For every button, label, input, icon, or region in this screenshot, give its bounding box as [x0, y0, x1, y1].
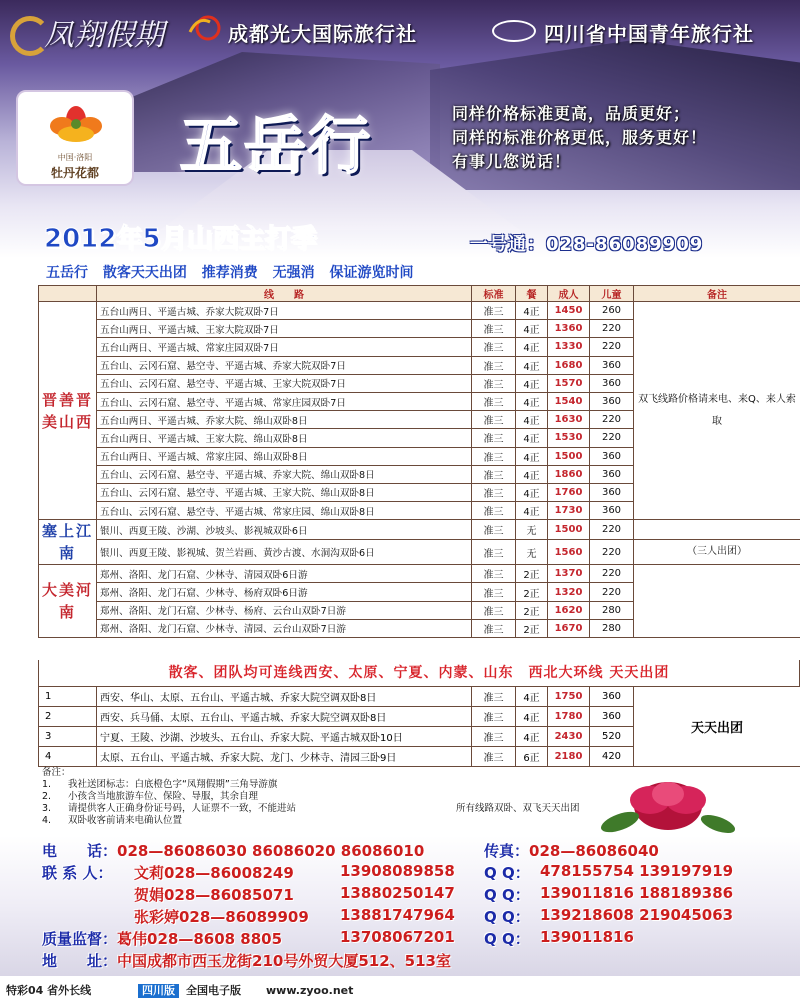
table-row: [39, 687, 800, 707]
header-cell: 线 路: [97, 286, 472, 302]
route-cell: 五台山、云冈石窟、悬空寺、平遥古城、乔家大院双卧7日: [97, 356, 472, 374]
route-cell: 太原、五台山、平遥古城、乔家大院、龙门、少林寺、清园三卧9日: [97, 747, 472, 767]
note-extra: 所有线路双卧、双飞天天出团: [456, 803, 580, 814]
address-label: 地 址：: [42, 952, 118, 970]
region-label: 塞上江南: [39, 520, 97, 565]
adult-price-cell: 1860: [548, 465, 590, 483]
standard-cell: 准三: [472, 540, 516, 565]
slogan-line: 同样的标准价格更低，服务更好！: [452, 128, 708, 147]
adult-price-cell: 1360: [548, 320, 590, 338]
child-price-cell: 220: [590, 411, 634, 429]
standard-cell: 准三: [472, 411, 516, 429]
tagline-item: 无强消: [272, 265, 315, 281]
child-price-cell: 360: [590, 356, 634, 374]
tagline: [46, 262, 424, 282]
meal-cell: 4正: [516, 465, 548, 483]
child-price-cell: 360: [590, 483, 634, 501]
route-cell: 郑州、洛阳、龙门石窟、少林寺、清园、云台山双卧7日游: [97, 619, 472, 637]
route-cell: 五台山两日、平遥古城、王家大院双卧7日: [97, 320, 472, 338]
note-item: [42, 791, 642, 803]
remark-cell: [634, 565, 800, 638]
fengxiang-logo: [14, 10, 174, 52]
route-cell: 银川、西夏王陵、影视城、贺兰岩画、黄沙古渡、水洞沟双卧6日: [97, 540, 472, 565]
note-text: 双卧收客前请来电确认位置: [68, 815, 183, 826]
contact-qq: 478155754 139197919: [540, 862, 734, 880]
route-cell: 郑州、洛阳、龙门石窟、少林寺、杨府双卧6日游: [97, 583, 472, 601]
tagline-item: 保证游览时间: [329, 265, 414, 281]
meal-cell: 4正: [516, 374, 548, 392]
peony-city-logo: [16, 90, 134, 186]
route-cell: 五台山两日、平遥古城、乔家大院双卧7日: [97, 302, 472, 320]
child-price-cell: 360: [590, 687, 634, 707]
phone-label: 电 话：: [42, 842, 118, 860]
table-header-row: [39, 286, 800, 302]
route-cell: 五台山两日、平遥古城、常家庄园双卧7日: [97, 338, 472, 356]
route-cell: 五台山、云冈石窟、悬空寺、平遥古城、常家庄园双卧7日: [97, 392, 472, 410]
route-cell: 五台山两日、平遥古城、常家庄园、绵山双卧8日: [97, 447, 472, 465]
standard-cell: 准三: [472, 392, 516, 410]
hotline: 一号通：028-86089909: [470, 234, 704, 255]
standard-cell: 准三: [472, 302, 516, 320]
remark-cell: 天天出团: [634, 687, 800, 767]
adult-price-cell: 1680: [548, 356, 590, 374]
page-label: 特彩04 省外长线: [6, 984, 92, 997]
note-number: 2.: [42, 791, 52, 802]
address-line: [42, 950, 451, 971]
adult-price-cell: 1620: [548, 601, 590, 619]
standard-cell: 准三: [472, 687, 516, 707]
meal-cell: 4正: [516, 302, 548, 320]
loop-banner: 散客、团队均可连线西安、太原、宁夏、内蒙、山东 西北大环线 天天出团: [38, 660, 800, 686]
standard-cell: 准三: [472, 747, 516, 767]
route-cell: 五台山两日、平遥古城、王家大院、绵山双卧8日: [97, 429, 472, 447]
row-number-cell: 2: [39, 707, 97, 727]
standard-cell: 准三: [472, 520, 516, 540]
note-number: 4.: [42, 815, 52, 826]
child-price-cell: 420: [590, 747, 634, 767]
adult-price-cell: 1570: [548, 374, 590, 392]
standard-cell: 准三: [472, 601, 516, 619]
header-cell: 标准: [472, 286, 516, 302]
season-heading: 2012年5月山西主打季: [44, 224, 317, 254]
adult-price-cell: 1330: [548, 338, 590, 356]
phone-numbers: 028—86086030 86086020 86086010: [117, 842, 425, 860]
header-cell: 儿童: [590, 286, 634, 302]
adult-price-cell: 2180: [548, 747, 590, 767]
table-row: [39, 520, 800, 540]
supervisor-mobile: 13708067201: [340, 928, 455, 946]
standard-cell: 准三: [472, 465, 516, 483]
child-price-cell: 360: [590, 447, 634, 465]
tagline-item: 散客天天出团: [102, 265, 187, 281]
adult-price-cell: 1530: [548, 429, 590, 447]
region-label: 晋善晋美山西: [39, 302, 97, 520]
child-price-cell: 360: [590, 707, 634, 727]
note-text: 我社送团标志：白底橙色字“凤翔假期”三角导游旗: [68, 779, 278, 790]
adult-price-cell: 1630: [548, 411, 590, 429]
page-title: 五岳行: [180, 109, 373, 182]
adult-price-cell: 1320: [548, 583, 590, 601]
qq-label: Q Q：: [484, 886, 530, 904]
standard-cell: 准三: [472, 483, 516, 501]
meal-cell: 无: [516, 520, 548, 540]
child-price-cell: 260: [590, 302, 634, 320]
note-text: 小孩含当地旅游车位、保险、导服，其余自理: [68, 791, 259, 802]
note-item: [42, 815, 642, 827]
meal-cell: 4正: [516, 727, 548, 747]
tagline-item: 推荐消费: [201, 265, 258, 281]
address-text: 中国成都市西玉龙街210号外贸大厦512、513室: [117, 952, 451, 970]
child-price-cell: 280: [590, 619, 634, 637]
meal-cell: 2正: [516, 583, 548, 601]
route-cell: 宁夏、王陵、沙湖、沙坡头、五台山、乔家大院、平遥古城双卧10日: [97, 727, 472, 747]
meal-cell: 4正: [516, 707, 548, 727]
route-cell: 五台山、云冈石窟、悬空寺、平遥古城、王家大院双卧7日: [97, 374, 472, 392]
adult-price-cell: 1370: [548, 565, 590, 583]
contact-qq: 139011816 188189386: [540, 884, 734, 902]
page-footer: [0, 982, 800, 1000]
notes-title: 备注：: [42, 767, 71, 778]
standard-cell: 准三: [472, 429, 516, 447]
route-cell: 西安、华山、太原、五台山、平遥古城、乔家大院空调双卧8日: [97, 687, 472, 707]
meal-cell: 4正: [516, 338, 548, 356]
adult-price-cell: 1540: [548, 392, 590, 410]
contact-mobile: 13880250147: [340, 884, 455, 902]
standard-cell: 准三: [472, 447, 516, 465]
adult-price-cell: 1760: [548, 483, 590, 501]
region-label: 大美河南: [39, 565, 97, 638]
standard-cell: 准三: [472, 583, 516, 601]
everbright-logo-icon: [186, 12, 222, 44]
slogan-line: 同样价格标准更高，品质更好；: [452, 104, 691, 123]
standard-cell: 准三: [472, 565, 516, 583]
header-cell: [39, 286, 97, 302]
route-cell: 五台山、云冈石窟、悬空寺、平遥古城、常家庄园、绵山双卧8日: [97, 502, 472, 520]
standard-cell: 准三: [472, 356, 516, 374]
remark-cell: 双飞线路价格请来电、来Q、来人索取: [634, 302, 800, 520]
route-cell: 郑州、洛阳、龙门石窟、少林寺、清园双卧6日游: [97, 565, 472, 583]
meal-cell: 2正: [516, 601, 548, 619]
child-price-cell: 220: [590, 540, 634, 565]
qq-label: Q Q：: [484, 908, 530, 926]
contact-label: 联 系 人：: [42, 864, 113, 882]
agency-name-everbright: 成都光大国际旅行社: [228, 22, 417, 46]
supervisor-label: 质量监督：: [42, 930, 118, 948]
swirl-icon: [10, 16, 50, 56]
child-price-cell: 360: [590, 392, 634, 410]
supervisor-qq: 139011816: [540, 928, 634, 946]
note-number: 1.: [42, 779, 52, 790]
brand-caption: 中国·洛阳: [57, 153, 93, 162]
child-price-cell: 220: [590, 429, 634, 447]
meal-cell: 4正: [516, 447, 548, 465]
standard-cell: 准三: [472, 374, 516, 392]
edition-badge: 四川版: [138, 984, 179, 998]
adult-price-cell: 1780: [548, 707, 590, 727]
fax-number: 028—86086040: [529, 842, 659, 860]
adult-price-cell: 1450: [548, 302, 590, 320]
remark-cell: （三人出团）: [634, 540, 800, 565]
standard-cell: 准三: [472, 320, 516, 338]
meal-cell: 4正: [516, 687, 548, 707]
route-cell: 银川、西夏王陵、沙湖、沙坡头、影视城双卧6日: [97, 520, 472, 540]
child-price-cell: 220: [590, 583, 634, 601]
slogan-list: [452, 102, 707, 174]
fax-line: [484, 840, 659, 861]
table-row: [39, 540, 800, 565]
cyts-logo-icon: [492, 20, 536, 42]
slogan-line: 有事儿您说话！: [452, 152, 572, 171]
table-row: [39, 302, 800, 320]
child-price-cell: 220: [590, 338, 634, 356]
meal-cell: 无: [516, 540, 548, 565]
digital-edition-label: 全国电子版: [186, 984, 241, 997]
qq-label: Q Q：: [484, 864, 530, 882]
row-number-cell: 1: [39, 687, 97, 707]
meal-cell: 4正: [516, 483, 548, 501]
child-price-cell: 360: [590, 465, 634, 483]
notes-section: [42, 767, 642, 827]
supervisor-contact: 葛伟028—8608 8805: [117, 930, 283, 948]
adult-price-cell: 1750: [548, 687, 590, 707]
table-row: [39, 565, 800, 583]
note-number: 3.: [42, 803, 52, 814]
route-cell: 五台山、云冈石窟、悬空寺、平遥古城、乔家大院、绵山双卧8日: [97, 465, 472, 483]
note-item: [42, 803, 642, 815]
contact-mobile: 13908089858: [340, 862, 455, 880]
logo-text: 凤翔假期: [44, 18, 164, 53]
child-price-cell: 360: [590, 374, 634, 392]
standard-cell: 准三: [472, 338, 516, 356]
adult-price-cell: 1670: [548, 619, 590, 637]
meal-cell: 2正: [516, 565, 548, 583]
meal-cell: 4正: [516, 320, 548, 338]
meal-cell: 4正: [516, 392, 548, 410]
standard-cell: 准三: [472, 619, 516, 637]
contact-section: [0, 838, 800, 970]
tagline-item: 五岳行: [46, 265, 88, 281]
phone-line: [42, 840, 424, 861]
adult-price-cell: 2430: [548, 727, 590, 747]
website-link[interactable]: www.zyoo.net: [266, 984, 354, 997]
contact-mobile: 13881747964: [340, 906, 455, 924]
child-price-cell: 220: [590, 320, 634, 338]
header-cell: 餐: [516, 286, 548, 302]
standard-cell: 准三: [472, 502, 516, 520]
agency-name-cyts: 四川省中国青年旅行社: [544, 22, 754, 46]
child-price-cell: 220: [590, 520, 634, 540]
adult-price-cell: 1500: [548, 520, 590, 540]
remark-cell: [634, 520, 800, 540]
child-price-cell: 220: [590, 565, 634, 583]
row-number-cell: 3: [39, 727, 97, 747]
meal-cell: 6正: [516, 747, 548, 767]
meal-cell: 4正: [516, 429, 548, 447]
tour-price-table: [38, 285, 800, 638]
meal-cell: 4正: [516, 502, 548, 520]
contact-person: 张彩婷028—86089909: [134, 908, 309, 926]
fax-label: 传真：: [484, 842, 530, 860]
meal-cell: 4正: [516, 356, 548, 374]
contact-person: 文莉028—86008249: [134, 864, 294, 882]
route-cell: 五台山、云冈石窟、悬空寺、平遥古城、王家大院、绵山双卧8日: [97, 483, 472, 501]
meal-cell: 4正: [516, 411, 548, 429]
route-cell: 五台山两日、平遥古城、乔家大院、绵山双卧8日: [97, 411, 472, 429]
standard-cell: 准三: [472, 727, 516, 747]
adult-price-cell: 1560: [548, 540, 590, 565]
note-item: [42, 779, 642, 791]
meal-cell: 2正: [516, 619, 548, 637]
note-text: 请提供客人正确身份证号码，人证票不一致，不能进站: [68, 803, 297, 814]
supervisor-line: [42, 928, 282, 949]
brand-name: 牡丹花都: [50, 166, 99, 180]
adult-price-cell: 1500: [548, 447, 590, 465]
adult-price-cell: 1730: [548, 502, 590, 520]
standard-cell: 准三: [472, 707, 516, 727]
route-cell: 郑州、洛阳、龙门石窟、少林寺、杨府、云台山双卧7日游: [97, 601, 472, 619]
contact-person: 贺娟028—86085071: [134, 886, 294, 904]
peony-icon: [46, 100, 106, 150]
child-price-cell: 360: [590, 502, 634, 520]
contact-qq: 139218608 219045063: [540, 906, 734, 924]
qq-label: Q Q：: [484, 930, 530, 948]
header-banner: [0, 0, 800, 258]
header-cell: 备注: [634, 286, 800, 302]
row-number-cell: 4: [39, 747, 97, 767]
header-cell: 成人: [548, 286, 590, 302]
child-price-cell: 280: [590, 601, 634, 619]
child-price-cell: 520: [590, 727, 634, 747]
route-cell: 西安、兵马俑、太原、五台山、平遥古城、乔家大院空调双卧8日: [97, 707, 472, 727]
loop-route-table: [38, 686, 800, 767]
top-bar: [0, 0, 800, 62]
